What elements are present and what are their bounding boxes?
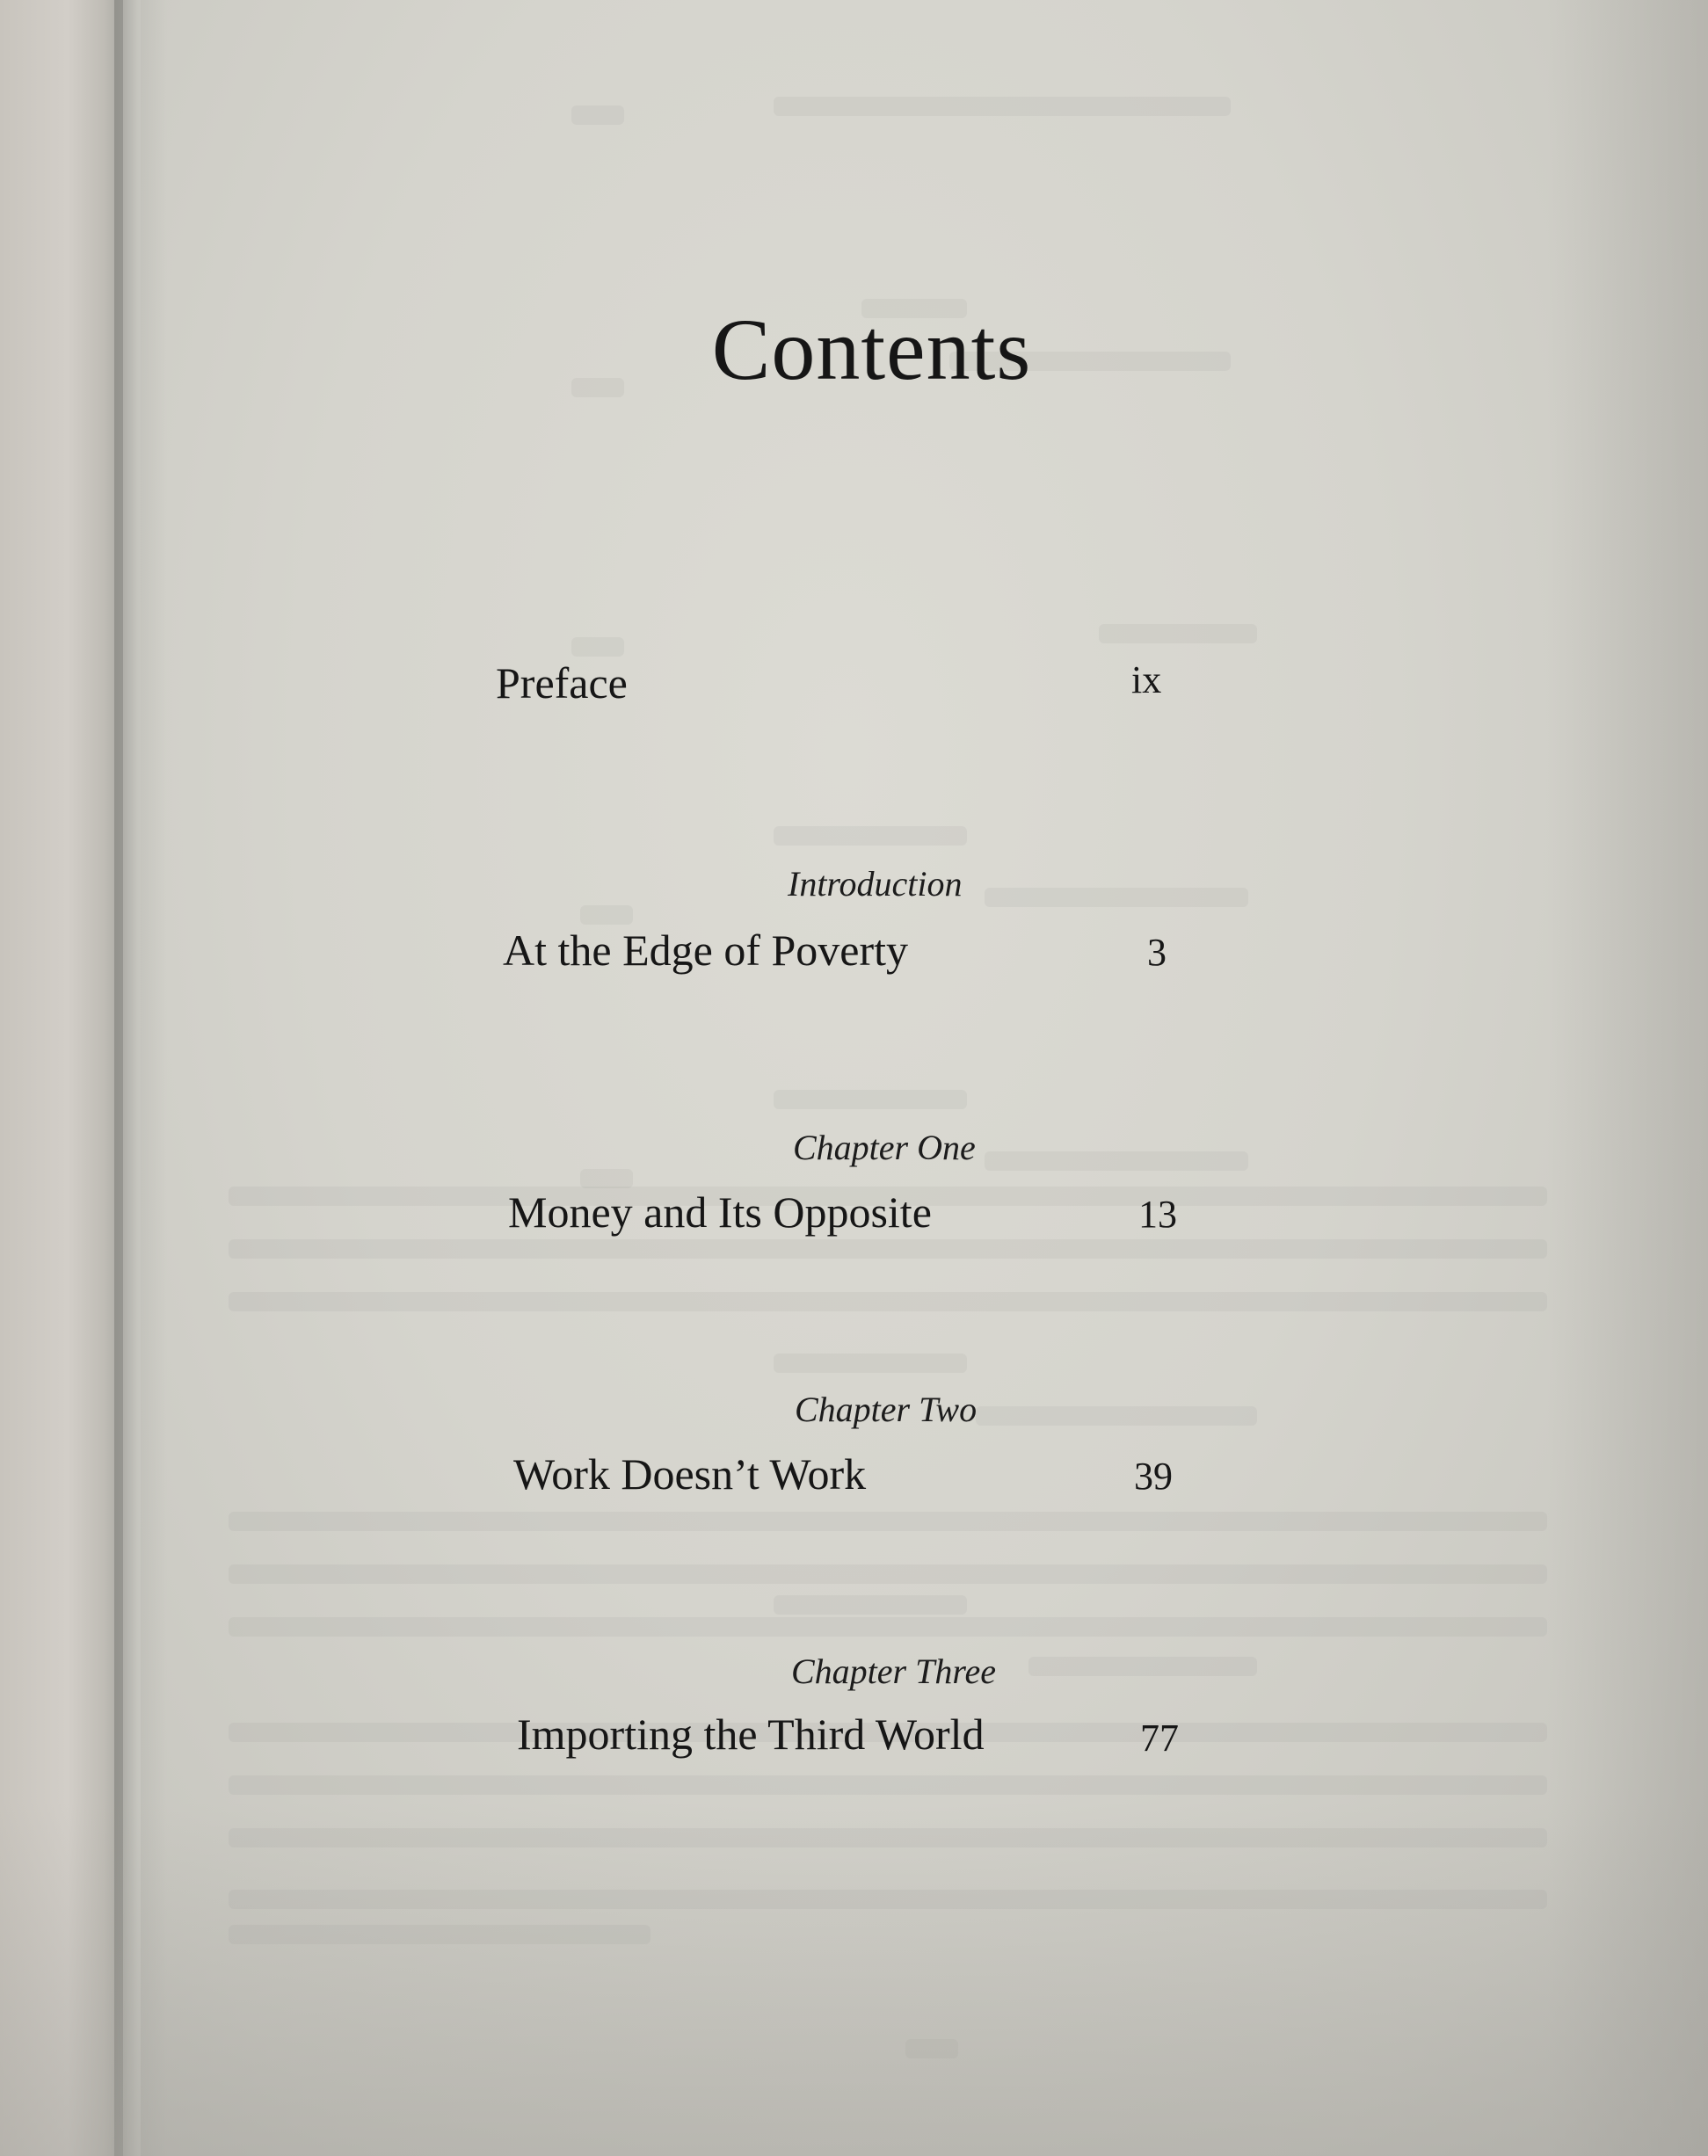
bottom-shade (0, 1802, 1708, 2156)
toc-entry-page: 39 (1134, 1455, 1173, 1498)
toc-entry-label: Chapter Three (791, 1651, 996, 1691)
toc-entry-title: Preface (496, 658, 628, 708)
toc-entry-title: At the Edge of Poverty (503, 926, 909, 975)
toc-entry-label: Introduction (788, 864, 963, 904)
toc-entry-page: 13 (1138, 1193, 1177, 1236)
toc-entry-title: Importing the Third World (517, 1710, 985, 1759)
toc-entry-title: Work Doesn’t Work (513, 1449, 867, 1499)
toc-entry-title: Money and Its Opposite (508, 1187, 932, 1237)
toc-entry-page: 77 (1140, 1717, 1179, 1760)
toc-entry-label: Chapter One (793, 1128, 976, 1167)
toc-entry-label: Chapter Two (795, 1390, 978, 1429)
toc-entry-page: ix (1131, 658, 1162, 701)
page-title: Contents (711, 301, 1032, 398)
toc-entry-page: 3 (1147, 931, 1167, 974)
